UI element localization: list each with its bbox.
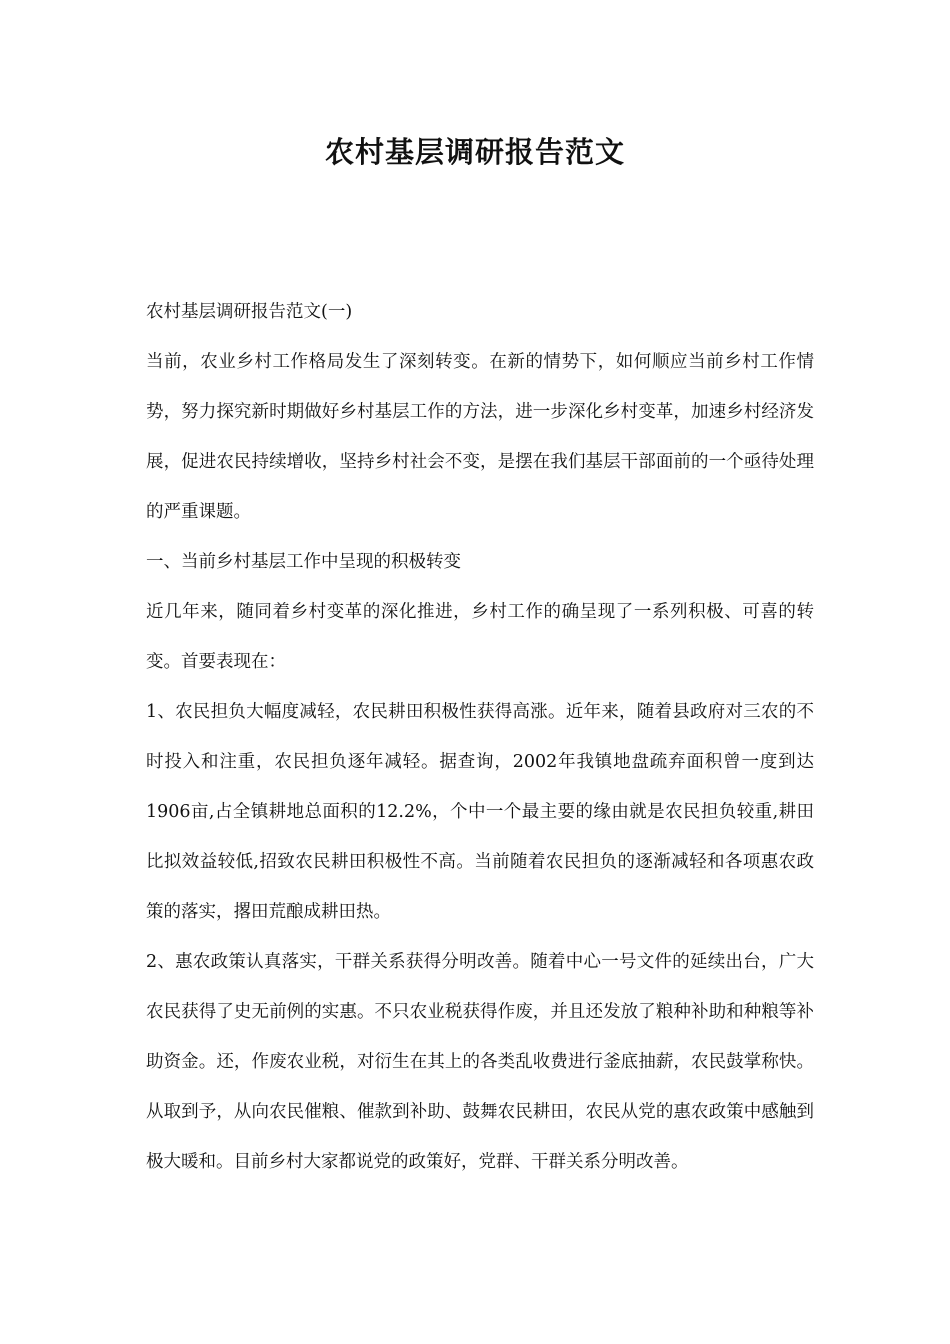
document-body [146,287,814,1187]
section-heading: 农村基层调研报告范文(一) [146,302,353,322]
document-title: 农村基层调研报告范文 [324,135,625,169]
paragraph-overview: 近几年来，随同着乡村变革的深化推进，乡村工作的确呈现了一系列积极、可喜的转变。首要表现在： [146,602,814,672]
paragraph-intro: 当前，农业乡村工作格局发生了深刻转变。在新的情势下，如何顺应当前乡村工作情势，努力探究新时期做好乡村基层工作的方法，进一步深化乡村变革，加速乡村经济发展，促进农民持续增收，坚持乡村社会不变，是摆在我们基层干部面前的一个亟待处理的严重课题。 [146,352,814,522]
paragraph-point-2: 2、惠农政策认真落实，干群关系获得分明改善。随着中心一号文件的延续出台，广大农民获得了史无前例的实惠。不只农业税获得作废，并且还发放了粮种补助和种粮等补助资金。还，作废农业税，对衍生在其上的各类乱收费进行釜底抽薪，农民鼓掌称快。从取到予，从向农民催粮、催款到补助、鼓舞农民耕田，农民从党的惠农政策中感触到极大暖和。目前乡村大家都说党的政策好，党群、干群关系分明改善。 [146,952,814,1172]
paragraph-point-1: 1、农民担负大幅度减轻，农民耕田积极性获得高涨。近年来，随着县政府对三农的不时投入和注重，农民担负逐年减轻。据查询，2002年我镇地盘疏弃面积曾一度到达1906亩,占全镇耕地总面积的12.2%，个中一个最主要的缘由就是农民担负较重,耕田比拟效益较低,招致农民耕田积极性不高。当前随着农民担负的逐渐减轻和各项惠农政策的落实，撂田荒酿成耕田热。 [146,702,814,922]
subheading-positive-changes: 一、当前乡村基层工作中呈现的积极转变 [146,552,461,572]
